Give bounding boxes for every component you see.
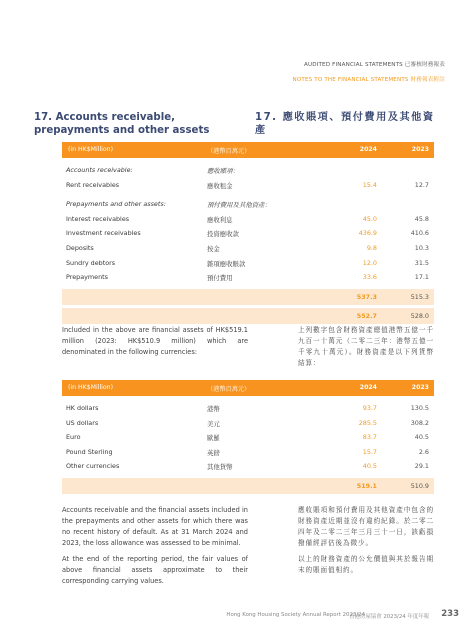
running-subheader: NOTES TO THE FINANCIAL STATEMENTS 財務報表附註 (292, 77, 445, 83)
value-2024: 436.9 (358, 229, 377, 238)
currency-table (62, 380, 434, 497)
total-row (62, 478, 434, 494)
header-unit-zh: （港幣百萬元） (207, 148, 251, 155)
row-label-en: Investment receivables (66, 229, 141, 238)
section-title-en: 17. Accounts receivable, prepayments and other assets (34, 112, 210, 136)
table-row (62, 212, 434, 227)
value-2024: 12.0 (362, 258, 377, 267)
total-2023: 528.0 (410, 312, 429, 321)
header-year-2023: 2023 (411, 384, 429, 391)
row-label-en: Deposits (66, 243, 94, 252)
row-label-en: Rent receivables (66, 180, 120, 189)
fair-value-note-zh: 以上的財務資產的公允價值與其於報告期末的賬面值相約。 (298, 555, 434, 574)
row-label-en: Accounts receivable: (66, 166, 133, 174)
default-note-zh: 應收賬項和預付費用及其他資產中包含的財務資產近期並沒有違約紀錄。於二零二四年及二零二三年三月三十一日，該虧損撥備經評估後為微少。 (298, 506, 434, 547)
header-unit-zh: （港幣百萬元） (207, 386, 251, 393)
table-header (62, 142, 434, 158)
value-2023: 12.7 (414, 180, 429, 189)
footer-report-zh: 香港房屋協會 2023/24 年度年報 (349, 614, 429, 620)
row-label-en: Prepayments (66, 273, 108, 282)
value-2023: 10.3 (414, 243, 429, 252)
row-label-zh: 預付費用 (207, 274, 233, 283)
row-label-zh: 英鎊 (207, 448, 220, 457)
header-unit-en: (in HK$Million) (68, 384, 114, 391)
row-label-zh: 港幣 (207, 405, 220, 413)
value-2023: 40.5 (414, 433, 429, 442)
footer-report-en: Hong Kong Housing Society Annual Report 2023/24 (226, 612, 365, 618)
currency-note-en: Included in the above are financial assets of HK$519.1 million (2023: HK$510.9 million) which are denominated in the following currencies: (62, 326, 248, 356)
page-number: 233 (441, 609, 459, 619)
header-year-2024: 2024 (359, 146, 377, 153)
table-row (62, 226, 434, 241)
table-row (62, 401, 434, 416)
row-label-zh: 其他貨幣 (207, 463, 233, 472)
row-label-zh: 應收賬項： (207, 167, 239, 175)
row-label-zh: 按金 (207, 244, 220, 253)
total-row (62, 308, 434, 324)
row-label-zh: 美元 (207, 419, 220, 428)
row-label-zh: 應收利息 (207, 215, 233, 224)
row-label-zh: 預付費用及其他資產： (207, 201, 271, 210)
header-year-2024: 2024 (359, 384, 377, 391)
table-row (62, 270, 434, 285)
value-2023: 2.6 (418, 447, 429, 456)
row-label-en: Pound Sterling (66, 447, 113, 456)
value-2024: 40.5 (362, 462, 377, 471)
table-row (62, 416, 434, 431)
running-header: AUDITED FINANCIAL STATEMENTS 已審核財務報表 (304, 62, 445, 68)
value-2024: 83.7 (362, 433, 377, 442)
table-row (62, 197, 434, 212)
row-label-en: US dollars (66, 418, 99, 427)
value-2024: 285.5 (358, 418, 377, 427)
receivables-table (62, 142, 434, 327)
value-2023: 45.8 (414, 214, 429, 223)
row-label-en: Euro (66, 433, 81, 442)
row-label-en: Interest receivables (66, 214, 130, 223)
total-2023: 510.9 (410, 482, 429, 491)
subtotal-2023: 515.3 (410, 293, 429, 302)
value-2024: 9.8 (366, 243, 377, 252)
value-2023: 308.2 (410, 418, 429, 427)
value-2024: 33.6 (362, 273, 377, 282)
value-2024: 15.4 (362, 180, 377, 189)
header-unit-en: (in HK$Million) (68, 146, 114, 153)
row-label-en: HK dollars (66, 404, 99, 412)
row-label-zh: 投資應收款 (207, 230, 239, 239)
header-year-2023: 2023 (411, 146, 429, 153)
subtotal-2024: 537.3 (356, 293, 377, 302)
row-label-zh: 應收租金 (207, 181, 233, 190)
total-2024: 552.7 (356, 312, 377, 321)
row-label-en: Prepayments and other assets: (66, 200, 166, 209)
table-header (62, 380, 434, 396)
value-2024: 15.7 (362, 447, 377, 456)
table-row (62, 241, 434, 256)
section-title-zh: 17. 應收賬項、預付費用及其他資產 (255, 112, 435, 136)
row-label-en: Sundry debtors (66, 258, 116, 267)
row-label-zh: 歐羅 (207, 434, 220, 443)
value-2024: 93.7 (362, 404, 377, 412)
row-label-zh: 雜項應收賬款 (207, 259, 246, 268)
value-2023: 410.6 (410, 229, 429, 238)
value-2023: 29.1 (414, 462, 429, 471)
value-2024: 45.0 (362, 214, 377, 223)
value-2023: 17.1 (414, 273, 429, 282)
total-2024: 519.1 (356, 482, 377, 491)
table-row (62, 178, 434, 193)
table-row (62, 256, 434, 271)
table-row (62, 459, 434, 474)
value-2023: 130.5 (410, 404, 429, 412)
row-label-en: Other currencies (66, 462, 120, 471)
value-2023: 31.5 (414, 258, 429, 267)
default-note-en: Accounts receivable and the financial assets included in the prepayments and other assets for which there was no recent history of default. As at 31 March 2024 and 2023, the loss allowance was assessed to be minimal. (62, 506, 248, 547)
table-row (62, 445, 434, 460)
fair-value-note-en: At the end of the reporting period, the fair values of above financial assets approximate to their corresponding carrying values. (62, 555, 248, 585)
subtotal-row (62, 289, 434, 305)
table-row (62, 430, 434, 445)
currency-note-zh: 上列數字包含財務資產總值港幣五億一千九百一十萬元（二零二三年：港幣五億一千零九十萬元）。財務資產是以下列貨幣結算： (298, 326, 434, 367)
table-row (62, 163, 434, 178)
